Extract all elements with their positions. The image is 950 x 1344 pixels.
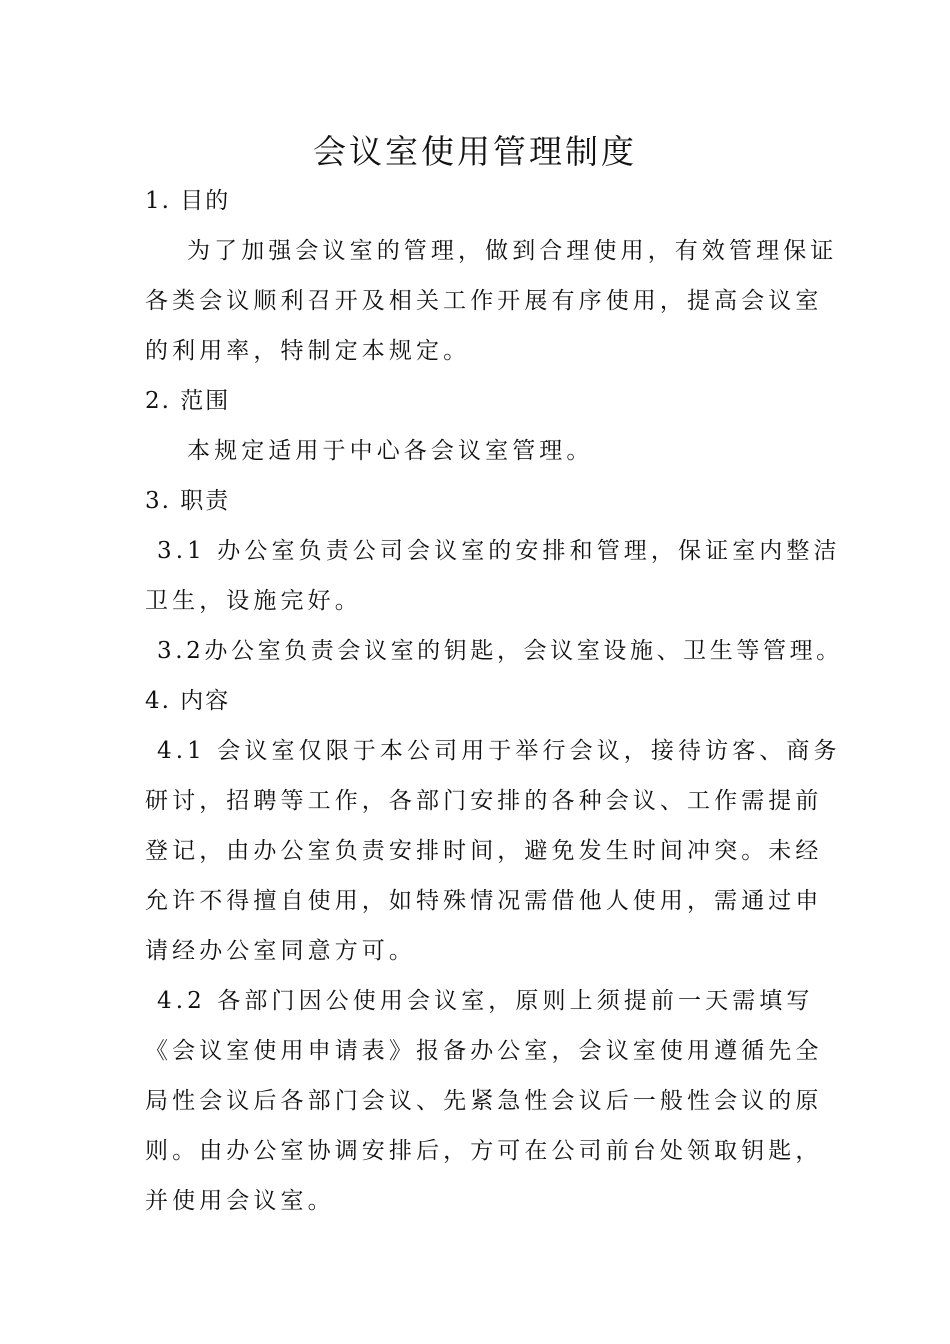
paragraph-line: 允许不得擅自使用，如特殊情况需借他人使用，需通过申 xyxy=(145,888,823,914)
paragraph-line: 局性会议后各部门会议、先紧急性会议后一般性会议的原 xyxy=(145,1088,823,1114)
document-title: 会议室使用管理制度 xyxy=(313,132,637,171)
section-heading-duties: 3. 职责 xyxy=(145,488,231,514)
paragraph-line: 3.1 办公室负责公司会议室的安排和管理，保证室内整洁 xyxy=(157,538,841,564)
paragraph-line: 《会议室使用申请表》报备办公室，会议室使用遵循先全 xyxy=(145,1038,823,1064)
paragraph-line: 并使用会议室。 xyxy=(145,1188,335,1214)
paragraph-line: 的利用率，特制定本规定。 xyxy=(145,338,471,364)
paragraph-line: 4.2 各部门因公使用会议室，原则上须提前一天需填写 xyxy=(157,988,814,1014)
paragraph-line: 3.2办公室负责会议室的钥匙，会议室设施、卫生等管理。 xyxy=(157,638,843,664)
section-heading-content: 4. 内容 xyxy=(145,688,231,714)
paragraph-line: 则。由办公室协调安排后，方可在公司前台处领取钥匙， xyxy=(145,1138,823,1164)
section-heading-scope: 2. 范围 xyxy=(145,388,231,414)
paragraph-line: 卫生，设施完好。 xyxy=(145,588,362,614)
paragraph-line: 各类会议顺利召开及相关工作开展有序使用，提高会议室 xyxy=(145,288,823,314)
paragraph-line: 请经办公室同意方可。 xyxy=(145,938,416,964)
paragraph-line: 为了加强会议室的管理，做到合理使用，有效管理保证 xyxy=(187,238,838,264)
paragraph-line: 研讨，招聘等工作，各部门安排的各种会议、工作需提前 xyxy=(145,788,823,814)
paragraph-line: 4.1 会议室仅限于本公司用于举行会议，接待访客、商务 xyxy=(157,738,841,764)
paragraph-line: 本规定适用于中心各会议室管理。 xyxy=(187,438,594,464)
section-heading-purpose: 1. 目的 xyxy=(145,188,231,214)
paragraph-line: 登记，由办公室负责安排时间，避免发生时间冲突。未经 xyxy=(145,838,823,864)
